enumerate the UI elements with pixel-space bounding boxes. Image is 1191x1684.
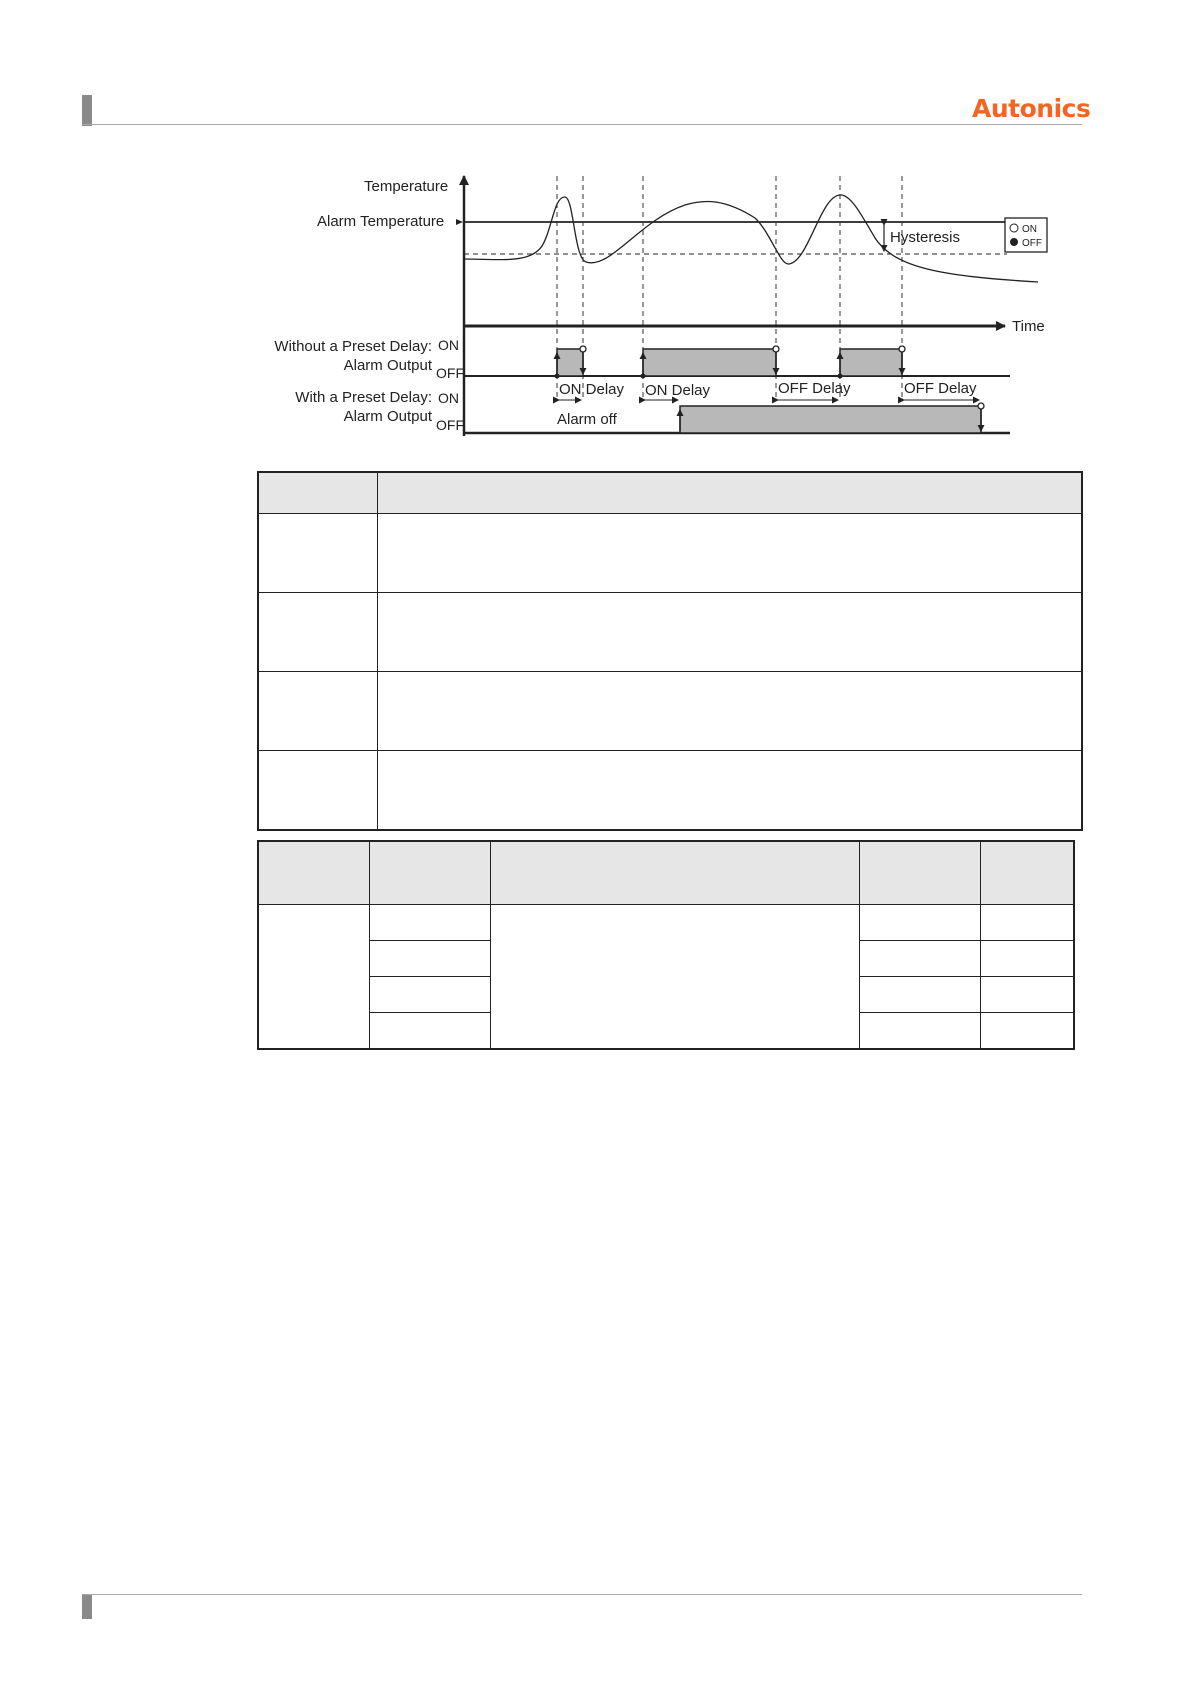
table-header-row xyxy=(258,841,1074,905)
label-temperature: Temperature xyxy=(364,178,449,195)
pulse-without-delay-1 xyxy=(557,349,583,376)
footer-bar xyxy=(82,1594,92,1619)
alarm-timing-diagram xyxy=(260,168,1060,443)
header-bar xyxy=(82,95,92,126)
label-time: Time xyxy=(1012,318,1045,335)
svg-text:OFF: OFF xyxy=(436,417,464,433)
brand-logo: Autonics xyxy=(972,94,1091,123)
table-header-row xyxy=(258,472,1082,514)
header-rule xyxy=(82,124,1082,125)
pulse-without-delay-2 xyxy=(643,349,776,376)
svg-text:Without a Preset Delay:: Without a Preset Delay: xyxy=(274,338,432,355)
svg-text:ON: ON xyxy=(1022,224,1037,235)
svg-text:Alarm Output: Alarm Output xyxy=(343,408,432,425)
table-row xyxy=(258,593,1082,672)
label-alarm-temperature: Alarm Temperature xyxy=(317,213,445,230)
table-row xyxy=(258,672,1082,751)
parameter-table xyxy=(257,840,1075,1050)
svg-text:Alarm off: Alarm off xyxy=(557,411,617,428)
svg-text:ON Delay: ON Delay xyxy=(645,382,711,399)
svg-text:OFF: OFF xyxy=(436,365,464,381)
on-off-legend xyxy=(1005,218,1047,252)
svg-text:ON: ON xyxy=(438,337,459,353)
svg-text:Alarm Output: Alarm Output xyxy=(343,357,432,374)
svg-text:ON Delay: ON Delay xyxy=(559,381,625,398)
table-row xyxy=(258,751,1082,831)
pulse-without-delay-3 xyxy=(840,349,902,376)
svg-text:With a Preset Delay:: With a Preset Delay: xyxy=(295,389,432,406)
svg-text:OFF Delay: OFF Delay xyxy=(778,380,851,397)
description-table xyxy=(257,471,1083,831)
svg-text:OFF: OFF xyxy=(1022,238,1042,249)
label-hysteresis: Hysteresis xyxy=(890,229,961,246)
table-row xyxy=(258,514,1082,593)
svg-text:OFF Delay: OFF Delay xyxy=(904,380,977,397)
pulse-with-delay xyxy=(680,406,981,433)
table-row xyxy=(258,905,1074,941)
svg-text:ON: ON xyxy=(438,390,459,406)
footer-rule xyxy=(82,1594,1082,1595)
